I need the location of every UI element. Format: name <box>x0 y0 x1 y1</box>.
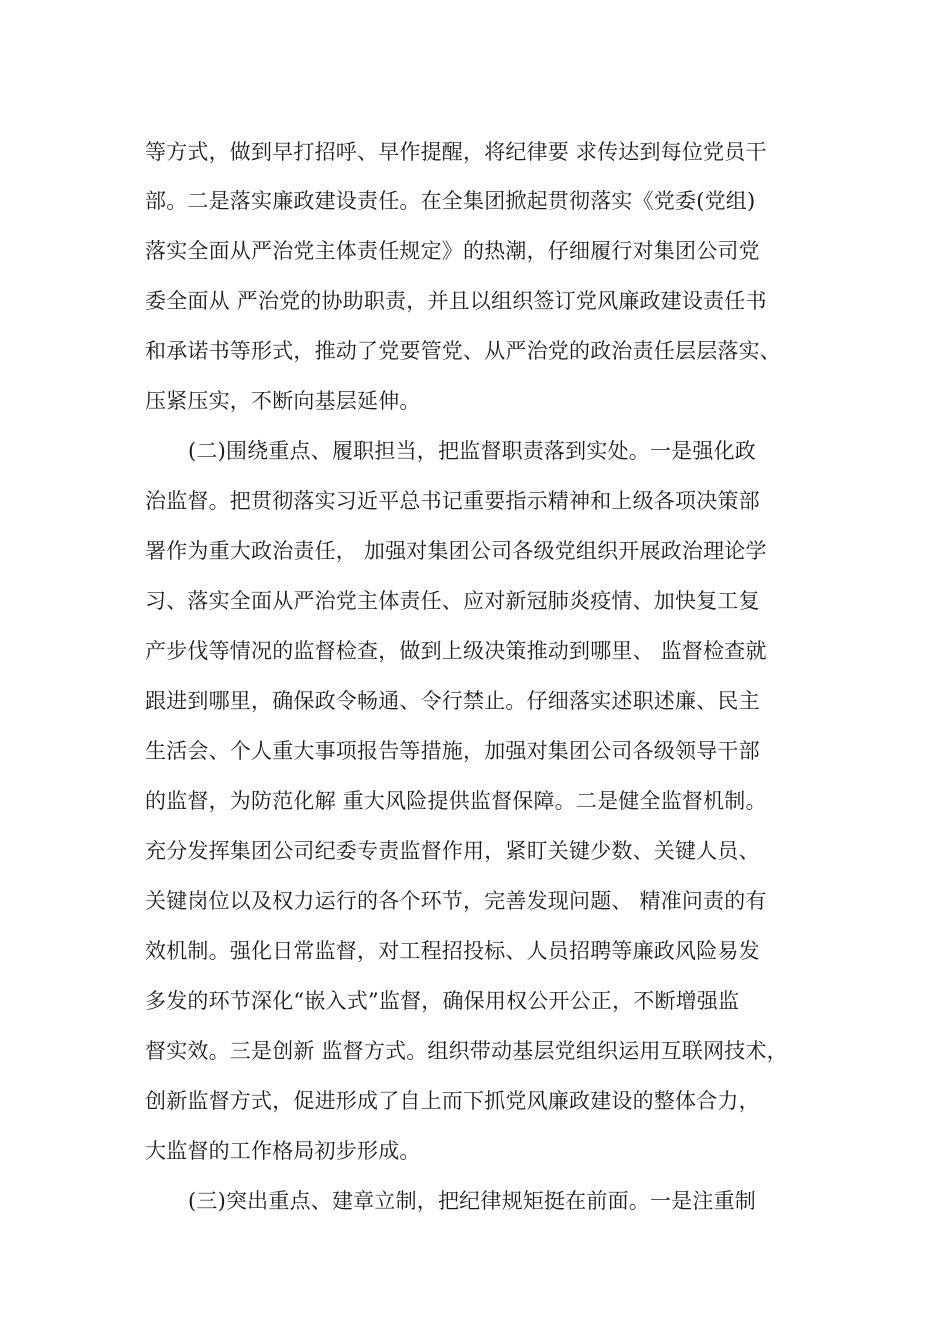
text-line: 落实全面从严治党主体责任规定》的热潮，仔细履行对集团公司党 <box>145 239 760 263</box>
text-line: 督实效。三是创新 监督方式。组织带动基层党组织运用互联网技术， <box>145 1039 788 1063</box>
text-line: 的监督，为防范化解 重大风险提供监督保障。二是健全监督机制。 <box>145 789 767 813</box>
text-line: 和承诺书等形式，推动了党要管党、从严治党的政治责任层层落实、 <box>145 339 781 363</box>
text-line: 习、落实全面从严治党主体责任、应对新冠肺炎疫情、加快复工复 <box>145 589 760 613</box>
text-line: 压紧压实，不断向基层延伸。 <box>145 389 421 413</box>
text-line: 关键岗位以及权力运行的各个环节，完善发现问题、 精准问责的有 <box>145 889 767 913</box>
text-line: 委全面从 严治党的协助职责，并且以组织签订党风廉政建设责任书 <box>145 289 767 313</box>
text-line: 治监督。把贯彻落实习近平总书记重要指示精神和上级各项决策部 <box>145 489 760 513</box>
text-line: 跟进到哪里，确保政令畅通、令行禁止。仔细落实述职述廉、民主 <box>145 689 760 713</box>
paragraph-start-line: (二)围绕重点、履职担当，把监督职责落到实处。一是强化政 <box>188 439 756 463</box>
text-line: 产步伐等情况的监督检查，做到上级决策推动到哪里、 监督检查就 <box>145 639 767 663</box>
paragraph-start-line: (三)突出重点、建章立制，把纪律规矩挺在前面。一是注重制 <box>188 1189 756 1213</box>
text-line: 署作为重大政治责任， 加强对集团公司各级党组织开展政治理论学 <box>145 539 767 563</box>
text-line: 部。二是落实廉政建设责任。在全集团掀起贯彻落实《党委(党组) <box>145 189 756 213</box>
text-line: 创新监督方式，促进形成了自上而下抓党风廉政建设的整体合力， <box>145 1089 760 1113</box>
text-line: 大监督的工作格局初步形成。 <box>145 1139 421 1163</box>
text-line: 生活会、个人重大事项报告等措施，加强对集团公司各级领导干部 <box>145 739 760 763</box>
text-line: 多发的环节深化“嵌入式”监督，确保用权公开公正，不断增强监 <box>145 989 740 1013</box>
text-line: 等方式，做到早打招呼、早作提醒，将纪律要 求传达到每位党员干 <box>145 140 767 164</box>
text-line: 充分发挥集团公司纪委专责监督作用，紧盯关键少数、关键人员、 <box>145 839 760 863</box>
text-line: 效机制。强化日常监督，对工程招投标、人员招聘等廉政风险易发 <box>145 939 760 963</box>
